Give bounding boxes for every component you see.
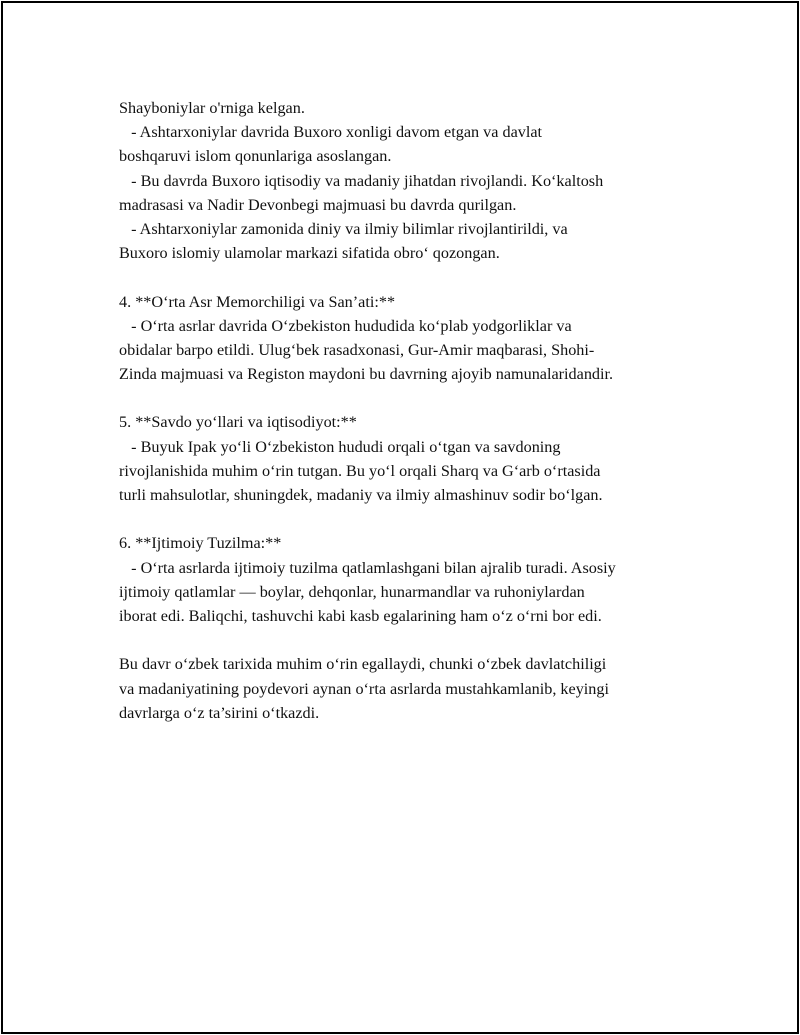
text-line: madrasasi va Nadir Devonbegi majmuasi bu davrda qurilgan.	[119, 195, 517, 214]
text-line: ijtimoiy qatlamlar — boylar, dehqonlar, hunarmandlar va ruhoniylardan	[119, 582, 585, 601]
text-line: Shayboniylar o'rniga kelgan.	[119, 99, 305, 117]
text-line: boshqaruvi islom qonunlariga asoslangan.	[119, 147, 392, 166]
text-line: - O‘rta asrlarda ijtimoiy tuzilma qatlamlashgani bilan ajralib turadi. Asosiy	[119, 558, 616, 577]
section-heading: 4. **O‘rta Asr Memorchiligi va San’ati:**	[119, 292, 396, 311]
text-line: turli mahsulotlar, shuningdek, madaniy va ilmiy almashinuv sodir bo‘lgan.	[119, 486, 603, 504]
text-line: obidalar barpo etildi. Ulug‘bek rasadxonasi, Gur-Amir maqbarasi, Shohi-	[119, 340, 595, 359]
paragraph-gap	[119, 265, 699, 289]
section-heading: 5. **Savdo yo‘llari va iqtisodiyot:**	[119, 413, 357, 432]
section-heading: 6. **Ijtimoiy Tuzilma:**	[119, 534, 282, 553]
text-line: - Ashtarxoniylar davrida Buxoro xonligi davom etgan va davlat	[119, 123, 543, 142]
paragraph-gap	[119, 507, 699, 531]
text-line: va madaniyatining poydevori aynan o‘rta asrlarda mustahkamlanib, keyingi	[119, 679, 609, 698]
text-line: - Buyuk Ipak yo‘li O‘zbekiston hududi orqali o‘tgan va savdoning	[119, 437, 561, 456]
paragraph-gap	[119, 386, 699, 410]
document-page	[1, 1, 799, 1034]
text-line: Bu davr o‘zbek tarixida muhim o‘rin egallaydi, chunki o‘zbek davlatchiligi	[119, 655, 607, 674]
text-line: Buxoro islomiy ulamolar markazi sifatida obro‘ qozongan.	[119, 244, 500, 263]
text-line: - Bu davrda Buxoro iqtisodiy va madaniy jihatdan rivojlandi. Ko‘kaltosh	[119, 171, 604, 190]
document-body	[119, 96, 699, 725]
text-line: - Ashtarxoniylar zamonida diniy va ilmiy bilimlar rivojlantirildi, va	[119, 219, 568, 238]
paragraph-gap	[119, 628, 699, 652]
text-line: davrlarga o‘z ta’sirini o‘tkazdi.	[119, 703, 320, 722]
text-line: rivojlanishida muhim o‘rin tutgan. Bu yo‘l orqali Sharq va G‘arb o‘rtasida	[119, 461, 601, 480]
text-line: iborat edi. Baliqchi, tashuvchi kabi kasb egalarining ham o‘z o‘rni bor edi.	[119, 606, 602, 625]
text-line: - O‘rta asrlar davrida O‘zbekiston hududida ko‘plab yodgorliklar va	[119, 316, 572, 335]
text-line: Zinda majmuasi va Registon maydoni bu davrning ajoyib namunalaridandir.	[119, 365, 614, 384]
